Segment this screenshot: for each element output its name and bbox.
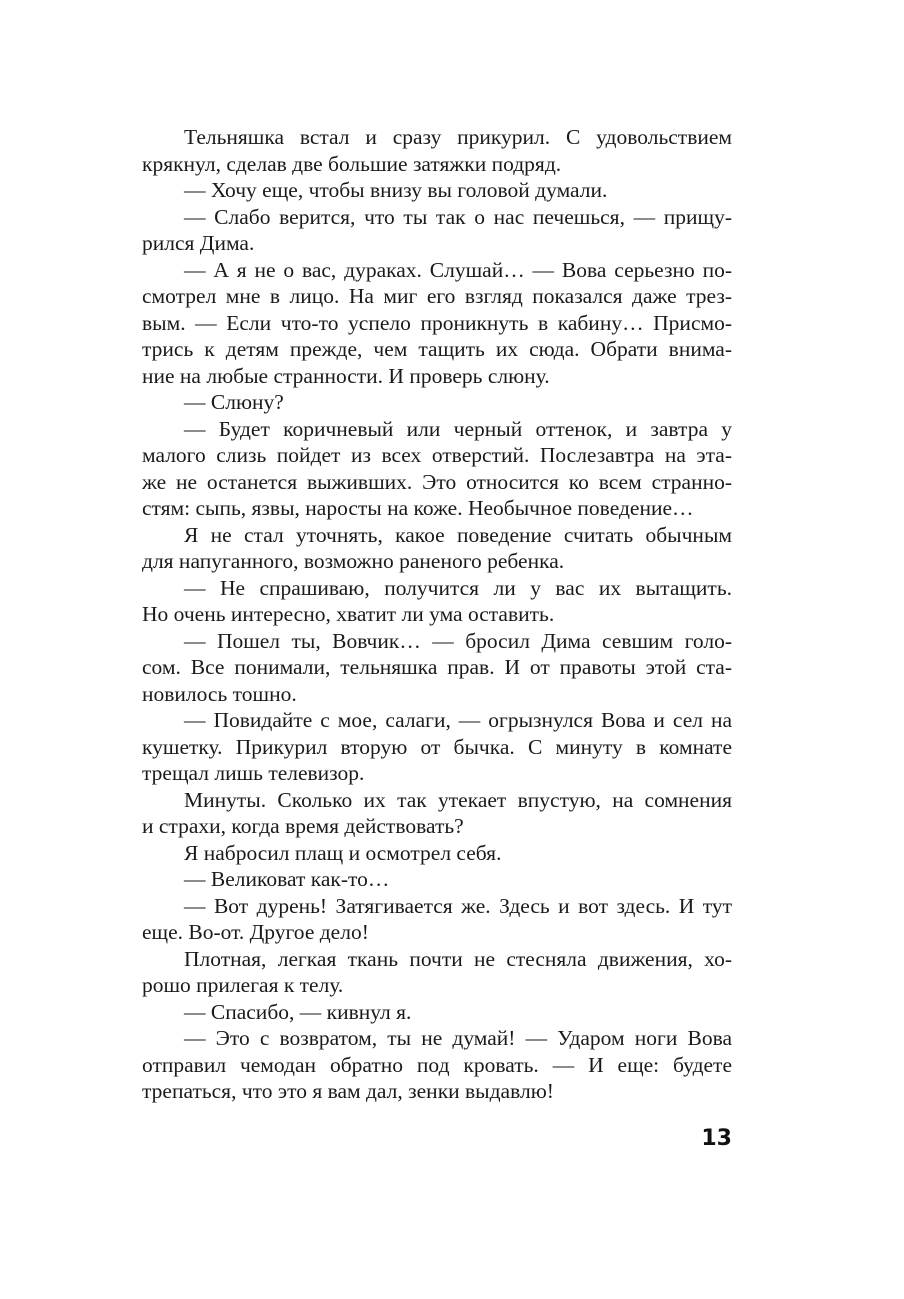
text-line: еще. Во-от. Другое дело! [142,920,369,944]
text-line: для напуганного, возможно раненого ребенка. [142,549,565,573]
text-line: трись к детям прежде, чем тащить их сюда. Обрати внима- [142,337,732,361]
text-line: Тельняшка встал и сразу прикурил. С удовольствием [184,125,732,149]
text-line: — Это с возвратом, ты не думай! — Ударом ноги Вова [184,1026,732,1050]
body-text [142,124,732,1105]
text-line: кушетку. Прикурил вторую от бычка. С минуту в комнате [142,734,732,759]
text-line: Я не стал уточнять, какое поведение считать обычным [184,522,732,547]
text-line: — Спасибо, — кивнул я. [184,999,412,1024]
text-line: Минуты. Сколько их так утекает впустую, на сомнения [184,787,732,812]
text-line: — А я не о вас, дураках. Слушай… — Вова серьезно по- [184,257,732,282]
text-line: крякнул, сделав две большие затяжки подряд. [142,151,562,176]
text-line: сом. Все понимали, тельняшка прав. И от правоты этой ста- [142,655,732,679]
text-line: — Слюну? [184,390,284,414]
page-number: 13 [701,1126,732,1151]
text-line: — Вот дурень! Затягивается же. Здесь и вот здесь. И тут [184,893,732,918]
text-line: же не останется выживших. Это относится ко всем странно- [142,469,732,494]
text-line: стям: сыпь, язвы, наросты на коже. Необычное поведение… [142,496,694,520]
text-line: трещал лишь телевизор. [142,761,365,785]
text-line: малого слизь пойдет из всех отверстий. Послезавтра на эта- [142,443,732,467]
text-line: вым. — Если что-то успело проникнуть в кабину… Присмо- [142,310,732,335]
text-line: — Будет коричневый или черный оттенок, и завтра у [184,416,732,441]
text-line: — Повидайте с мое, салаги, — огрызнулся Вова и сел на [184,708,732,732]
text-line: рился Дима. [142,231,255,255]
text-line: рошо прилегая к телу. [142,973,344,997]
text-line: ние на любые странности. И проверь слюну. [142,363,550,388]
text-line: Я набросил плащ и осмотрел себя. [184,840,502,865]
text-line: Плотная, легкая ткань почти не стесняла движения, хо- [184,946,732,971]
text-line: смотрел мне в лицо. На миг его взгляд показался даже трез- [142,284,732,308]
text-line: Но очень интересно, хватит ли ума оставить. [142,602,555,626]
text-line: новилось тошно. [142,681,297,706]
text-line: — Не спрашиваю, получится ли у вас их вытащить. [184,575,732,600]
text-line: — Слабо верится, что ты так о нас печешься, — прищу- [184,204,732,229]
text-line: отправил чемодан обратно под кровать. — И еще: будете [142,1052,732,1077]
text-line: — Великоват как-то… [184,867,390,891]
text-line: и страхи, когда время действовать? [142,814,464,838]
text-line: трепаться, что это я вам дал, зенки выдавлю! [142,1079,554,1103]
text-line: — Хочу еще, чтобы внизу вы головой думали. [184,178,608,202]
text-line: — Пошел ты, Вовчик… — бросил Дима севшим голо- [184,628,732,653]
